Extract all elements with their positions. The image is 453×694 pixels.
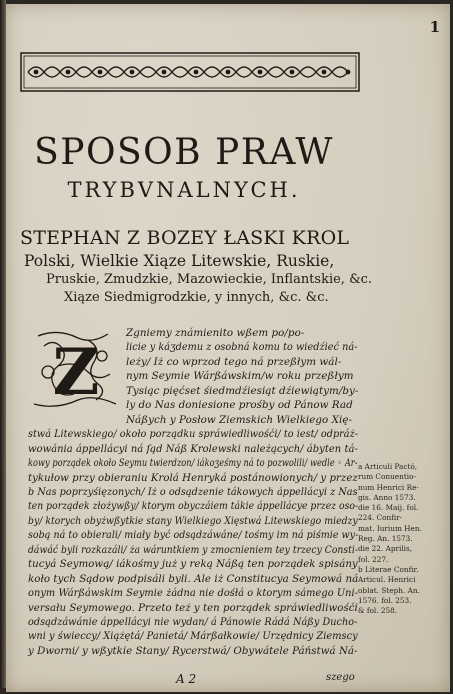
initial-letter-glyph: Z bbox=[52, 335, 100, 410]
margin-note-line: fol. 227. bbox=[358, 554, 389, 564]
body-line: licie y káʒdemu z osobná komu to wiedźieć ná- bbox=[126, 341, 358, 354]
body-line: Tysiąc pięćset śiedmdźiesiąt dźiewiątym/by- bbox=[126, 384, 359, 397]
royal-title-line-1: STEPHAN Z BOZEY ŁASKI KROL bbox=[20, 227, 350, 249]
margin-note-line: rum Conuentio- bbox=[358, 472, 416, 482]
body-line: y Dworni/ y wßytkie Stany/ Rycerstwá/ Obywátele Páństwá Ná- bbox=[28, 644, 358, 657]
royal-title-line-2: Polski, Wielkie Xiąze Litewskie, Ruskie, bbox=[24, 252, 335, 270]
body-line: koło tych Sądow podpisáli byli. Ale iż Constitucya Seymowá ná bbox=[28, 572, 359, 585]
body-line: Náßych y Posłow Ziemskich Wielkiego Xię- bbox=[126, 413, 352, 426]
body-line: tucyá Seymową/ iákośmy już y reką Náßą ten porządek spisány bbox=[28, 558, 358, 571]
body-line: ten porządek złożywßy/ ktorym obyczáiem tákie áppellácye przez oso- bbox=[28, 500, 359, 513]
body-line: wni y świeccy/ Xiążętá/ Panietá/ Márßałkowie/ Urzędnicy Ziemscy bbox=[28, 630, 358, 643]
body-line: versału Seymowego. Przeto też y ten porządek spráwiedliwośći bbox=[28, 601, 358, 614]
margin-note-line: die 16. Maij. fol. bbox=[358, 503, 419, 513]
body-line: Zgniemy známienito wßem po/po- bbox=[126, 327, 305, 339]
margin-note-line: b Literae Confir. bbox=[358, 564, 419, 574]
margin-note-line: mat. Iurium Hen. bbox=[358, 523, 422, 533]
margin-note-line: a Articuli Pactó, bbox=[358, 462, 418, 471]
margin-note-line: 1576. fol. 253. bbox=[358, 595, 412, 605]
margin-notes bbox=[358, 462, 450, 616]
margin-note-line: Articul. Henrici bbox=[358, 575, 416, 585]
body-line: dáwáć byli rozkazáli/ ża wáruntkiem y zmocnieniem tey trzecy Consti- bbox=[28, 543, 359, 556]
decorated-initial-letter bbox=[28, 326, 124, 412]
margin-note-line: oblat. Steph. An. bbox=[358, 585, 420, 595]
printer-signature: A 2 bbox=[176, 672, 197, 686]
ornamental-headpiece bbox=[20, 52, 360, 92]
title-line-1: SPOSOB PRAW bbox=[34, 132, 334, 173]
folio-number: 1 bbox=[429, 18, 440, 36]
margin-note-line: die 22. Aprilis, bbox=[358, 544, 413, 554]
body-line: nym Seymie Wárßáwskim/w roku przeßłym bbox=[126, 370, 354, 383]
margin-note-line: gis. Anno 1573. bbox=[358, 492, 416, 502]
body-line: odsądzáwánie áppellácyi nie wydan/ á Pánowie Rádá Náßy Ducho- bbox=[28, 616, 358, 628]
margin-note-line: Reg. An. 1573. bbox=[358, 534, 413, 544]
royal-title-line-3: Pruskie, Zmudzkie, Mazowieckie, Inflantskie, &c. bbox=[46, 272, 373, 287]
body-line: leży/ Iż co wprzod tego ná przeßłym wál- bbox=[126, 355, 342, 368]
body-line: b Nas poprzyśięzonych/ Iż o odsądzenie tákowych áppellácyi z Nas bbox=[28, 485, 358, 498]
body-line: sobą ná to obierali/ miały być odsądzáwáne/ tośmy im ná piśmie wy- bbox=[28, 529, 359, 542]
body-line: kowy porządek około Seymu twierdzon/ iákoʒeśmy ná to pozwolili/ wedle ◦ Ar- bbox=[28, 457, 358, 470]
body-line: wowánia áppellácyi ná ſąd Náß Krolewski należących/ ábyten tá- bbox=[28, 442, 358, 455]
body-line: ly do Nas doniesione prośby od Pánow Rad bbox=[126, 399, 353, 412]
title-line-2: TRYBVNALNYCH. bbox=[67, 178, 301, 202]
body-line: onym Wárßáwskim Seymie żádna nie dośłá o ktorym sámego Uni- bbox=[28, 587, 359, 600]
margin-note-line: num Henrici Re- bbox=[358, 482, 419, 492]
body-line: stwá Litewskiego/ około porządku spráwiedliwośći/ to iest/ odpráż- bbox=[28, 428, 359, 441]
book-page bbox=[6, 4, 450, 692]
catchword: szego bbox=[326, 672, 355, 683]
margin-note-line: 224. Confir- bbox=[358, 513, 403, 523]
royal-title-line-4: Xiąze Siedmigrodzkie, y innych, &c. &c. bbox=[64, 290, 329, 305]
margin-note-line: & fol. 258. bbox=[358, 606, 398, 616]
body-line: tykułow przy obieraniu Krolá Henryká postánowionych/ y przez bbox=[28, 471, 358, 484]
body-line: by/ ktorych obyżwßytkie stany Wielkiego Xięstwá Litewskiego miedzy bbox=[28, 514, 358, 527]
